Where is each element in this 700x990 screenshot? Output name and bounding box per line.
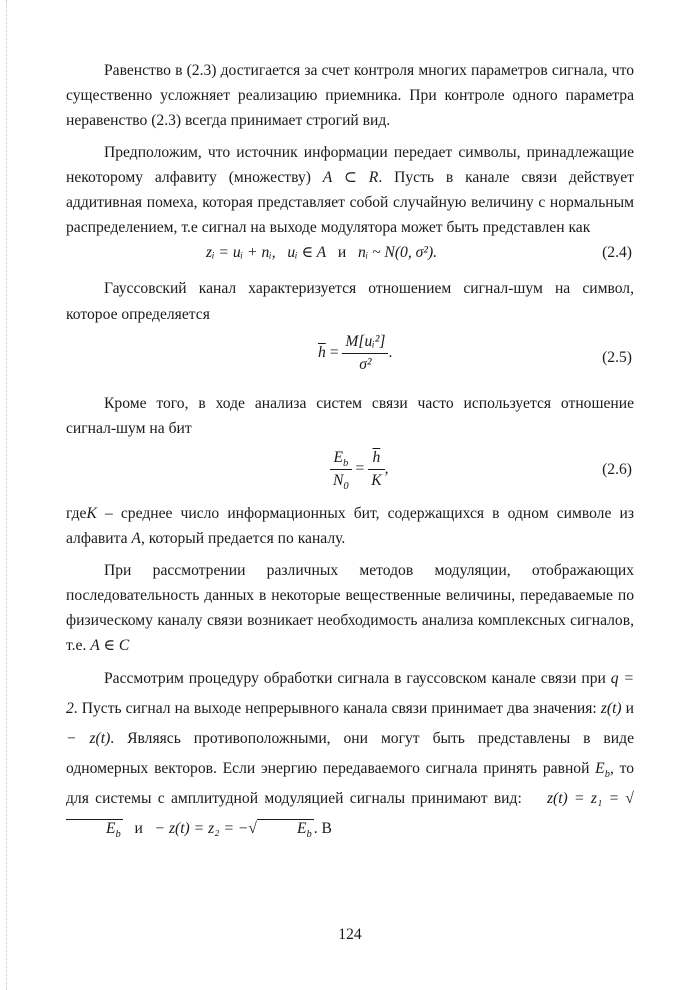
paragraph-6 [66, 558, 634, 659]
eq26-number: (2.6) [602, 461, 632, 479]
p7-text-d: , то для системы с амплитудной модуляцией сигналы принимают вид: [66, 760, 634, 808]
eq24-part-1: zᵢ = uᵢ + nᵢ, [206, 244, 276, 262]
paragraph-2 [66, 140, 634, 241]
equation-2-4 [66, 240, 634, 270]
eq25-denominator: σ² [359, 355, 372, 373]
paragraph-4: Кроме того, в ходе анализа систем связи часто используется отношение сигнал-шум на бит [66, 394, 634, 438]
eq26-num-left-sub: b [342, 458, 349, 470]
paragraph-5 [66, 501, 634, 551]
p7-eb-sub: b [604, 769, 610, 781]
page-body [66, 58, 634, 844]
page-number: 124 [338, 926, 362, 943]
p7-text-a: Рассмотрим процедуру обработки сигнала в гауссовском канале связи при [104, 670, 611, 688]
p7-signal-1: z(t) [600, 700, 622, 718]
p7-sqrt-2-e: E [296, 820, 307, 838]
p5-k-symbol: K [86, 505, 97, 523]
eq26-num-right: $\overline{h}$ [372, 449, 381, 467]
eq26-num-left: E [333, 449, 343, 467]
p2-set-formula: A ⊂ R [322, 168, 379, 186]
equation-2-5: $\overline{h}$ = $\frac{\text{M[uᵢ²]}}{\text{σ²}}$ . (2.5) [66, 327, 634, 385]
p7-text-c: . Являясь противоположными, они могут быть представлены в виде одномерных векторов. Если энергию передаваемого сигнала принять равной [66, 730, 634, 778]
p6-set-formula: A ∈ C [90, 637, 130, 655]
eq24-and: и [337, 244, 347, 262]
eq25-numerator: M[uᵢ²] [342, 331, 388, 354]
eq24-number: (2.4) [602, 244, 632, 262]
p5-text-c: , который предается по каналу. [140, 530, 346, 548]
p7-text-b: . Пусть сигнал на выходе непрерывного канала связи принимает два значения: [73, 700, 601, 718]
eq26-den-right: K [371, 472, 382, 490]
eq25-fraction [342, 331, 388, 376]
p7-formula-2: − z(t) = z₂ = −√ [154, 820, 257, 838]
eq25-lhs: $\overline{h}$ [318, 343, 326, 361]
p7-formula-1: z(t) = z₁ = √ [546, 790, 634, 808]
eq26-den-left: N [333, 472, 344, 490]
paragraph-1: Равенство в (2.3) достигается за счет контроля многих параметров сигнала, что существенно усложняет реализацию приемника. При контроле одного параметра неравенство (2.3) всегда принимает строгий вид. [66, 62, 634, 130]
p2-text-a: Предположим, что источник информации передает символы, принадлежащие некоторому алфавиту (множеству) [66, 143, 634, 186]
p7-signal-2: − z(t) [66, 730, 111, 748]
paragraph-3: Гауссовский канал характеризуется отношением сигнал-шум на символ, которое определяется [66, 280, 634, 323]
page-edge [6, 0, 7, 990]
p5-text-a: где [66, 505, 87, 523]
eq24-part-2: uᵢ ∈ A [287, 244, 327, 262]
p7-sqrt-1-sub: b [115, 829, 121, 841]
p7-sqrt-1-e: E [106, 820, 116, 838]
p5-text-b: – среднее число информационных бит, содержащихся в одном символе из алфавита [66, 505, 634, 548]
p2-text-b: . Пусть в канале связи действует аддитивная помеха, которая представляет собой случайную величину с нормальным распределением, т.е сигнал на выходе модулятора может быть представлен как [66, 168, 634, 237]
paragraph-7 [66, 664, 634, 844]
p7-sqrt-2-sub: b [306, 829, 312, 841]
p7-and-2: и [134, 820, 143, 838]
eq26-right-fraction [368, 447, 384, 492]
p5-a-symbol: A [131, 530, 141, 548]
eq26-den-left-sub: 0 [343, 481, 349, 493]
equation-2-6: $\frac{E_b}{N_0}$ = $\frac{\overline{h}}{K}$ , (2.6) [66, 441, 634, 501]
p6-text-a: При рассмотрении различных методов модуляции, отображающих последовательность данных в некоторые вещественные величины, передаваемые по физическому каналу связи возникает необходимость анализа комплексных сигналов, т.е. [66, 561, 634, 655]
eq26-left-fraction [330, 447, 352, 492]
eq24-part-3: nᵢ ~ N(0, σ²). [357, 244, 438, 262]
p7-q-formula: q = 2 [66, 670, 635, 718]
p7-and: и [621, 700, 634, 718]
p7-eb: E [595, 760, 605, 778]
p7-text-e: . В [313, 820, 332, 838]
eq25-number: (2.5) [602, 348, 632, 366]
